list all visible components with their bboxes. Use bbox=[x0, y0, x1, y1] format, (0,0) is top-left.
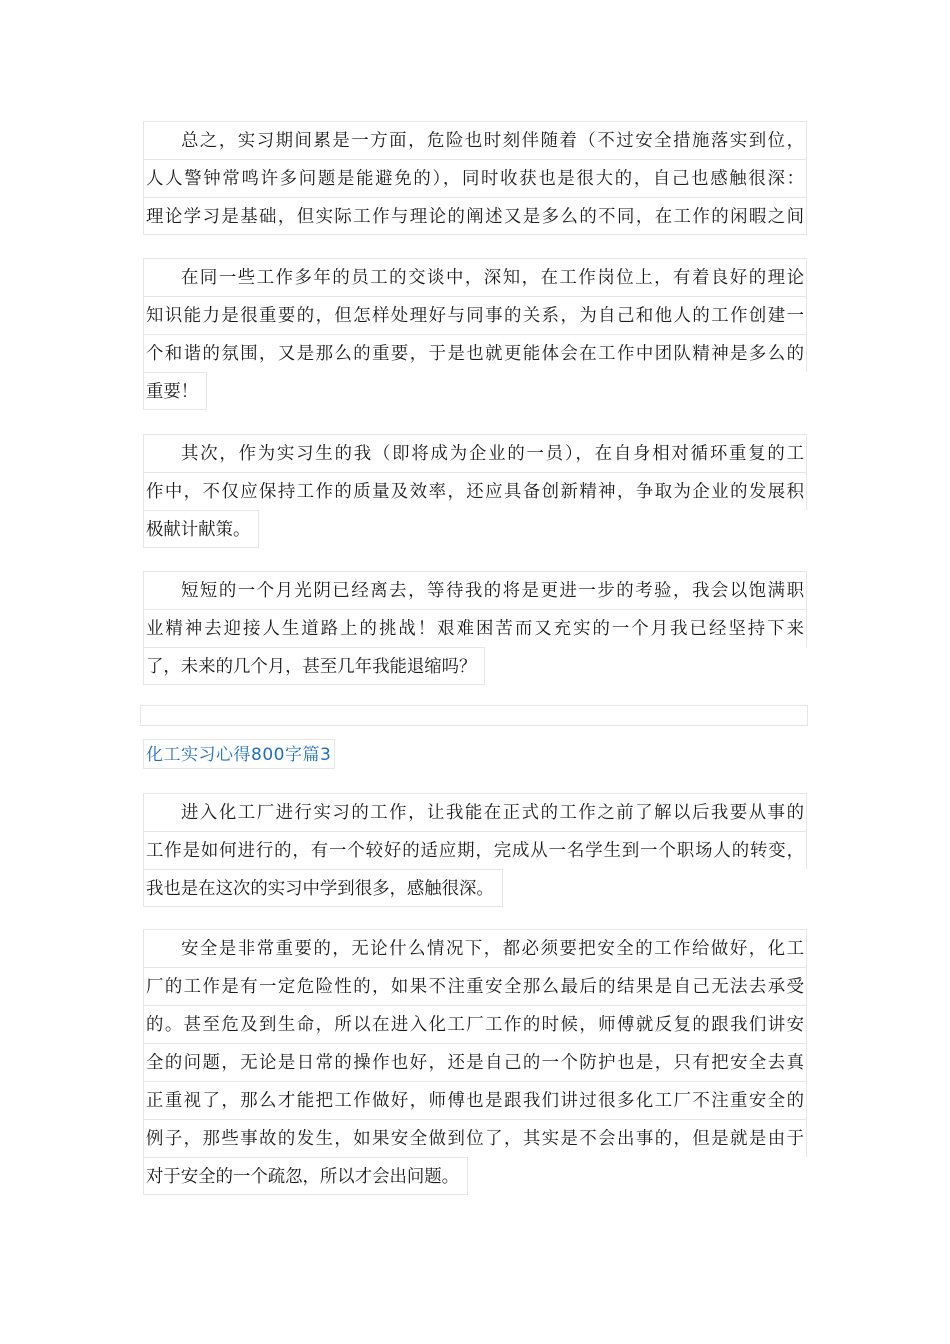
text-line: 我也是在这次的实习中学到很多，感触很深。 bbox=[143, 869, 503, 907]
text-line: 进入化工厂进行实习的工作，让我能在正式的工作之前了解以后我要从事的 bbox=[143, 793, 807, 831]
paragraph-entering-plant bbox=[143, 793, 807, 911]
section-heading: 化工实习心得800字篇3 bbox=[143, 739, 335, 769]
paragraph-future bbox=[143, 571, 807, 689]
paragraph-safety bbox=[143, 929, 807, 1199]
paragraph-colleagues bbox=[143, 258, 807, 414]
paragraph-summary bbox=[143, 121, 807, 235]
text-line: 总之，实习期间累是一方面，危险也时刻伴随着（不过安全措施落实到位， bbox=[143, 121, 807, 159]
text-line: 理论学习是基础，但实际工作与理论的阐述又是多么的不同，在工作的闲暇之间 bbox=[143, 197, 807, 235]
text-line: 重要！ bbox=[143, 372, 207, 410]
text-line: 业精神去迎接人生道路上的挑战！艰难困苦而又充实的一个月我已经坚持下来 bbox=[143, 609, 807, 647]
text-line: 对于安全的一个疏忽，所以才会出问题。 bbox=[143, 1157, 468, 1195]
text-line: 其次，作为实习生的我（即将成为企业的一员），在自身相对循环重复的工 bbox=[143, 434, 807, 472]
text-line: 安全是非常重要的，无论什么情况下，都必须要把安全的工作给做好，化工 bbox=[143, 929, 807, 967]
text-line: 全的问题，无论是日常的操作也好，还是自己的一个防护也是，只有把安全去真 bbox=[143, 1043, 807, 1081]
text-line: 在同一些工作多年的员工的交谈中，深知，在工作岗位上，有着良好的理论 bbox=[143, 258, 807, 296]
text-line: 工作是如何进行的，有一个较好的适应期，完成从一名学生到一个职场人的转变， bbox=[143, 831, 807, 869]
paragraph-innovation bbox=[143, 434, 807, 552]
text-line: 极献计献策。 bbox=[143, 510, 259, 548]
text-line: 例子，那些事故的发生，如果安全做到位了，其实是不会出事的，但是就是由于 bbox=[143, 1119, 807, 1157]
text-line: 厂的工作是有一定危险性的，如果不注重安全那么最后的结果是自己无法去承受 bbox=[143, 967, 807, 1005]
text-line: 人人警钟常鸣许多问题是能避免的），同时收获也是很大的，自己也感触很深： bbox=[143, 159, 807, 197]
empty-line-box bbox=[140, 705, 808, 726]
text-line: 知识能力是很重要的，但怎样处理好与同事的关系，为自己和他人的工作创建一 bbox=[143, 296, 807, 334]
text-line: 的。甚至危及到生命，所以在进入化工厂工作的时候，师傅就反复的跟我们讲安 bbox=[143, 1005, 807, 1043]
text-line: 作中，不仅应保持工作的质量及效率，还应具备创新精神，争取为企业的发展积 bbox=[143, 472, 807, 510]
text-line: 正重视了，那么才能把工作做好，师傅也是跟我们讲过很多化工厂不注重安全的 bbox=[143, 1081, 807, 1119]
text-line: 短短的一个月光阴已经离去，等待我的将是更进一步的考验，我会以饱满职 bbox=[143, 571, 807, 609]
text-line: 了，未来的几个月，甚至几年我能退缩吗？ bbox=[143, 647, 485, 685]
text-line: 个和谐的氛围，又是那么的重要，于是也就更能体会在工作中团队精神是多么的 bbox=[143, 334, 807, 372]
